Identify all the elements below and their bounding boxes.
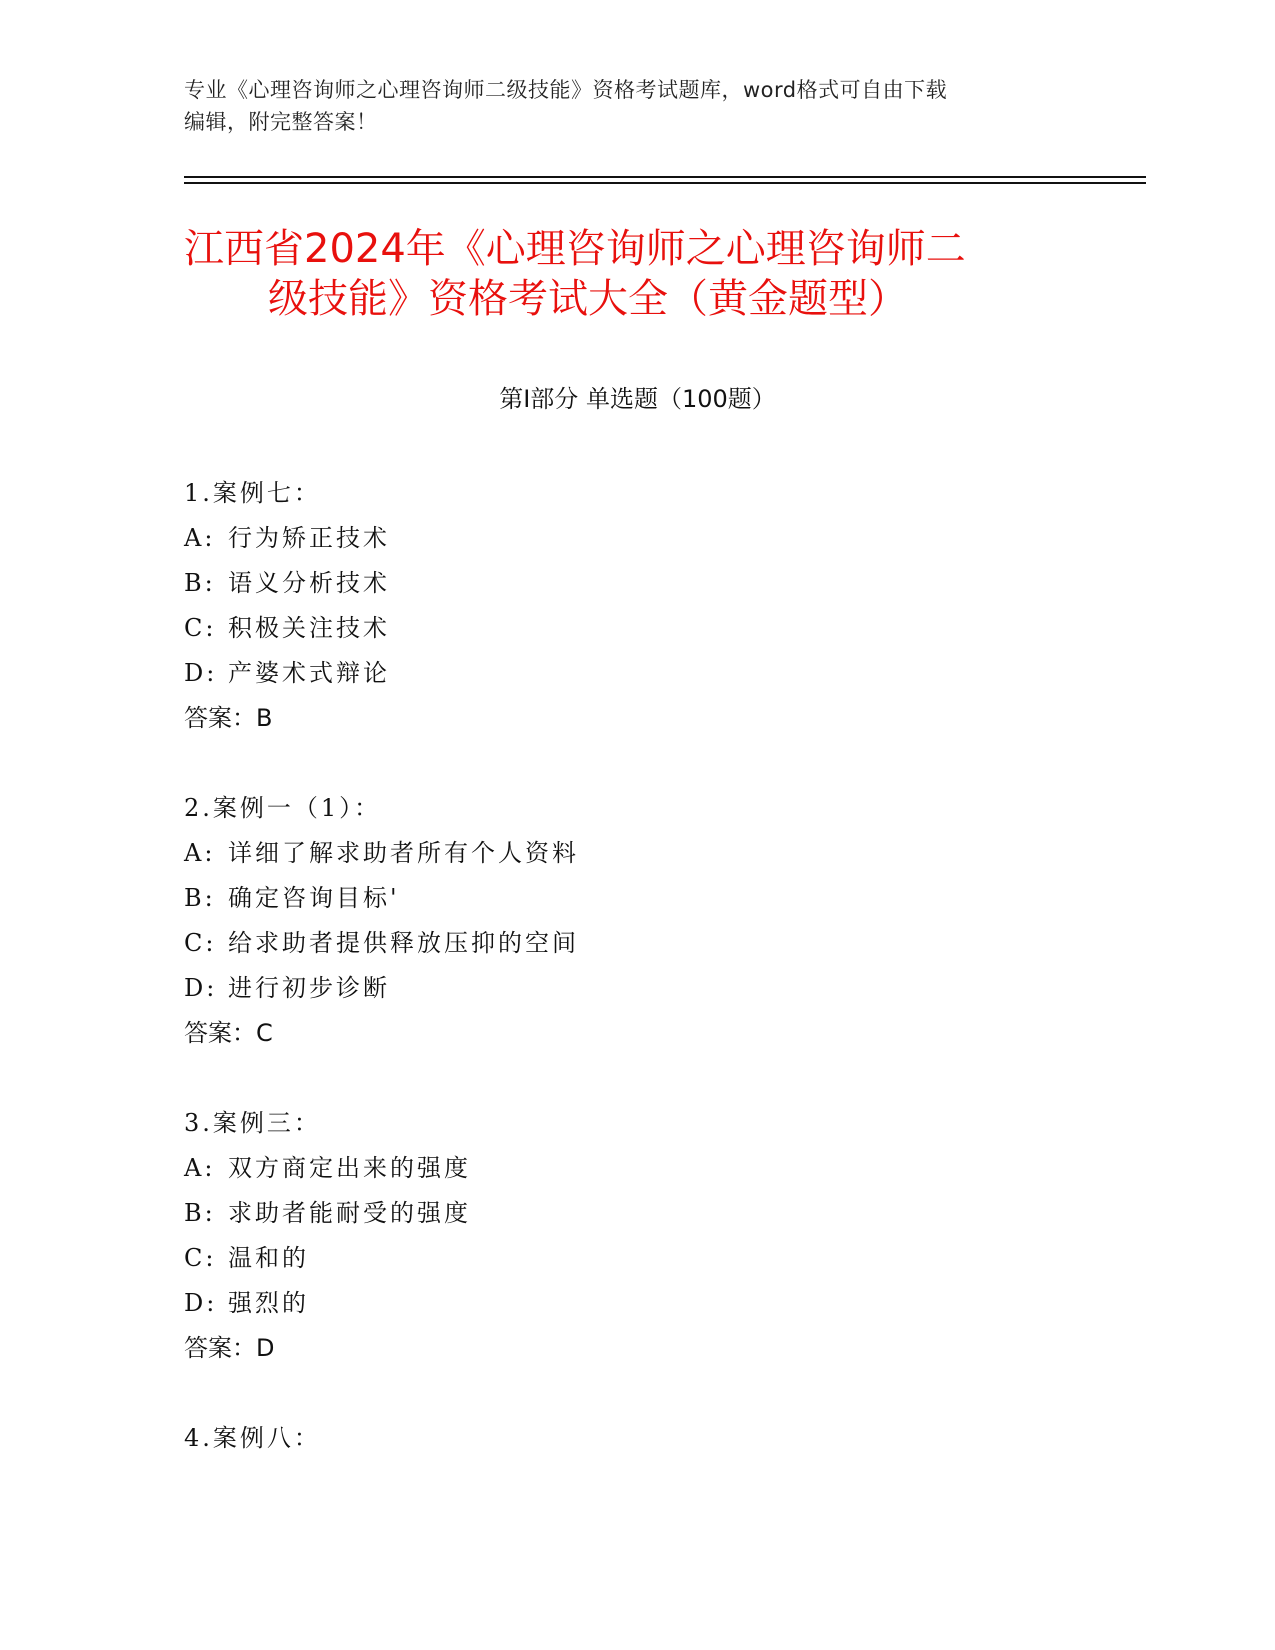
question-4 bbox=[184, 1416, 1084, 1461]
header-divider-top bbox=[184, 176, 1146, 178]
answer-line: 答案：C bbox=[184, 1019, 273, 1047]
option-text: 温和的 bbox=[228, 1244, 309, 1272]
option-key: D: bbox=[184, 974, 218, 1002]
document-title bbox=[184, 224, 1084, 324]
option-text: 详细了解求助者所有个人资料 bbox=[228, 839, 579, 867]
header-note-line-1: 专业《心理咨询师之心理咨询师二级技能》资格考试题库，word格式可自由下载 bbox=[184, 78, 948, 102]
option-key: A: bbox=[184, 524, 216, 552]
header-note-line-2: 编辑，附完整答案！ bbox=[184, 110, 378, 134]
option-c bbox=[184, 606, 1084, 651]
option-key: A: bbox=[184, 839, 216, 867]
option-text: 确定咨询目标' bbox=[228, 884, 400, 912]
option-d bbox=[184, 1281, 1084, 1326]
question-1 bbox=[184, 471, 1084, 741]
option-key: C: bbox=[184, 614, 217, 642]
question-stem: 3.案例三： bbox=[184, 1109, 321, 1137]
option-d bbox=[184, 651, 1084, 696]
option-text: 进行初步诊断 bbox=[228, 974, 390, 1002]
option-a bbox=[184, 1146, 1084, 1191]
header-divider-bottom bbox=[184, 182, 1146, 184]
answer-line: 答案：B bbox=[184, 704, 273, 732]
question-stem: 1.案例七： bbox=[184, 479, 321, 507]
option-text: 语义分析技术 bbox=[228, 569, 390, 597]
document-title-line-2: 级技能》资格考试大全（黄金题型） bbox=[268, 276, 908, 322]
option-key: C: bbox=[184, 1244, 217, 1272]
option-text: 给求助者提供释放压抑的空间 bbox=[228, 929, 579, 957]
question-stem: 4.案例八： bbox=[184, 1424, 321, 1452]
option-a bbox=[184, 831, 1084, 876]
question-3 bbox=[184, 1101, 1084, 1371]
option-text: 行为矫正技术 bbox=[228, 524, 390, 552]
option-b bbox=[184, 561, 1084, 606]
option-key: D: bbox=[184, 1289, 218, 1317]
option-text: 积极关注技术 bbox=[228, 614, 390, 642]
option-key: B: bbox=[184, 569, 216, 597]
option-d bbox=[184, 966, 1084, 1011]
header-note bbox=[184, 74, 1044, 138]
question-list bbox=[184, 471, 1084, 1506]
option-key: D: bbox=[184, 659, 218, 687]
option-text: 求助者能耐受的强度 bbox=[228, 1199, 471, 1227]
option-key: B: bbox=[184, 884, 216, 912]
option-text: 强烈的 bbox=[228, 1289, 309, 1317]
question-2 bbox=[184, 786, 1084, 1056]
option-text: 产婆术式辩论 bbox=[228, 659, 390, 687]
option-key: A: bbox=[184, 1154, 216, 1182]
document-title-line-1: 江西省2024年《心理咨询师之心理咨询师二 bbox=[184, 226, 966, 272]
option-text: 双方商定出来的强度 bbox=[228, 1154, 471, 1182]
option-a bbox=[184, 516, 1084, 561]
option-b bbox=[184, 1191, 1084, 1236]
section-heading: 第Ⅰ部分 单选题（100题） bbox=[499, 385, 776, 413]
option-key: B: bbox=[184, 1199, 216, 1227]
option-c bbox=[184, 921, 1084, 966]
answer-line: 答案：D bbox=[184, 1334, 275, 1362]
option-b bbox=[184, 876, 1084, 921]
option-c bbox=[184, 1236, 1084, 1281]
option-key: C: bbox=[184, 929, 217, 957]
question-stem: 2.案例一（1）： bbox=[184, 794, 382, 822]
